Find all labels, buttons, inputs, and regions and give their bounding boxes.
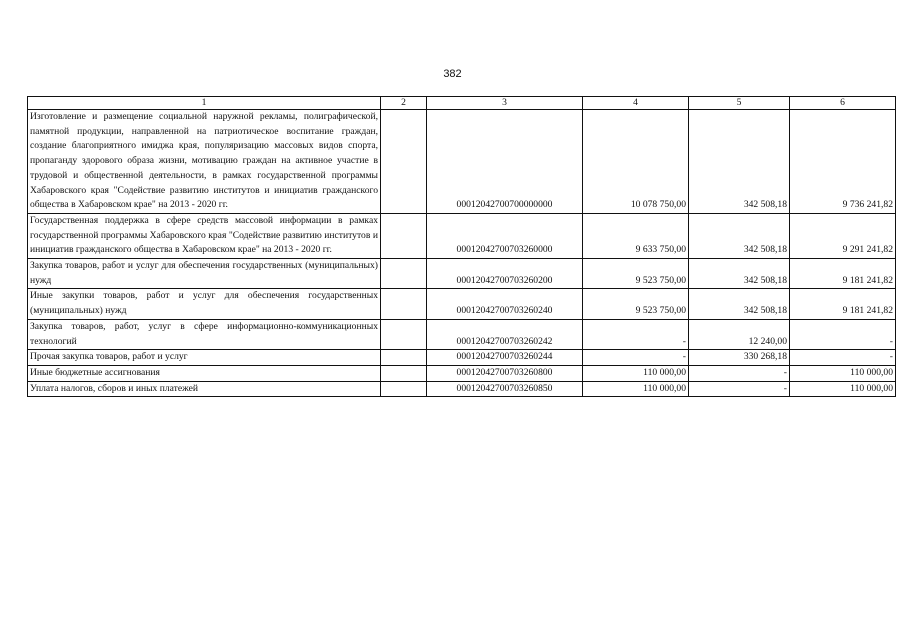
page-number: 382 (443, 68, 462, 80)
row-code: 00012042700703260000 (427, 213, 583, 258)
row-code: 00012042700700000000 (427, 110, 583, 214)
row-executed: - (689, 365, 790, 381)
row-col2 (381, 213, 427, 258)
row-name: Уплата налогов, сборов и иных платежей (28, 381, 381, 397)
row-col2 (381, 110, 427, 214)
table-row (28, 110, 896, 214)
table-row (28, 259, 896, 289)
row-approved: - (583, 350, 689, 366)
table-header-row (28, 97, 896, 110)
row-remaining: 9 181 241,82 (790, 259, 896, 289)
row-remaining: 9 181 241,82 (790, 289, 896, 319)
row-executed: 342 508,18 (689, 289, 790, 319)
row-code: 00012042700703260240 (427, 289, 583, 319)
column-header: 1 (28, 97, 381, 110)
row-approved: 9 523 750,00 (583, 289, 689, 319)
table-row (28, 350, 896, 366)
row-approved: 110 000,00 (583, 365, 689, 381)
row-name: Закупка товаров, работ, услуг в сфере информационно-коммуникационных технологий (28, 319, 381, 349)
row-approved: - (583, 319, 689, 349)
row-name: Закупка товаров, работ и услуг для обеспечения государственных (муниципальных) нужд (28, 259, 381, 289)
row-name: Иные закупки товаров, работ и услуг для обеспечения государственных (муниципальных) нужд (28, 289, 381, 319)
row-col2 (381, 350, 427, 366)
row-code: 00012042700703260242 (427, 319, 583, 349)
row-approved: 10 078 750,00 (583, 110, 689, 214)
column-header: 4 (583, 97, 689, 110)
row-name: Изготовление и размещение социальной наружной рекламы, полиграфической, памятной продукции, направленной на патриотическое воспитание граждан, создание благоприятного имиджа края, популяризацию массовых видов спорта, пропаганду здорового образа жизни, мотивацию граждан на активное участие в трудовой и общественной деятельности, в рамках государственной программы Хабаровского края "Содействие развитию институтов и инициатив гражданского общества в Хабаровском крае" на 2013 - 2020 гг. (28, 110, 381, 214)
row-remaining: 9 736 241,82 (790, 110, 896, 214)
row-col2 (381, 319, 427, 349)
column-header: 5 (689, 97, 790, 110)
column-header: 2 (381, 97, 427, 110)
table-row (28, 365, 896, 381)
row-executed: 12 240,00 (689, 319, 790, 349)
row-code: 00012042700703260850 (427, 381, 583, 397)
row-name: Иные бюджетные ассигнования (28, 365, 381, 381)
row-remaining: 110 000,00 (790, 365, 896, 381)
row-remaining: 9 291 241,82 (790, 213, 896, 258)
row-code: 00012042700703260800 (427, 365, 583, 381)
row-executed: 342 508,18 (689, 110, 790, 214)
row-executed: 330 268,18 (689, 350, 790, 366)
row-executed: 342 508,18 (689, 213, 790, 258)
table-row (28, 381, 896, 397)
budget-table (27, 96, 896, 397)
row-approved: 9 523 750,00 (583, 259, 689, 289)
row-name: Прочая закупка товаров, работ и услуг (28, 350, 381, 366)
row-remaining: - (790, 319, 896, 349)
row-name: Государственная поддержка в сфере средств массовой информации в рамках государственной программы Хабаровского края "Содействие развитию институтов и инициатив гражданского общества в Хабаровском крае" на 2013 - 2020 гг. (28, 213, 381, 258)
row-col2 (381, 381, 427, 397)
row-col2 (381, 289, 427, 319)
row-col2 (381, 365, 427, 381)
column-header: 3 (427, 97, 583, 110)
table-row (28, 213, 896, 258)
row-approved: 110 000,00 (583, 381, 689, 397)
row-remaining: 110 000,00 (790, 381, 896, 397)
row-approved: 9 633 750,00 (583, 213, 689, 258)
table-row (28, 289, 896, 319)
row-code: 00012042700703260244 (427, 350, 583, 366)
row-code: 00012042700703260200 (427, 259, 583, 289)
row-remaining: - (790, 350, 896, 366)
row-col2 (381, 259, 427, 289)
row-executed: 342 508,18 (689, 259, 790, 289)
row-executed: - (689, 381, 790, 397)
column-header: 6 (790, 97, 896, 110)
table-row (28, 319, 896, 349)
